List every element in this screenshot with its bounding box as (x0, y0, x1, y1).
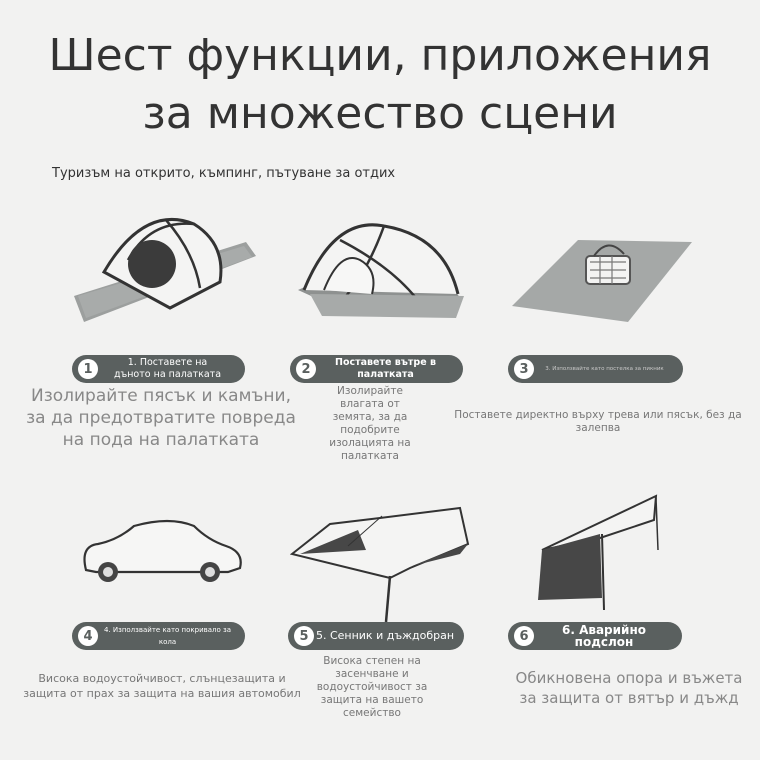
picnic-basket-icon (508, 236, 694, 326)
page-title-line2: за множество сцени (142, 88, 618, 139)
feature-4-label: 4. Използвайте като покривало за кола (103, 626, 232, 646)
feature-1-description: Изолирайте пясък и камъни, за да предотвратите повреда на пода на палатката (26, 386, 296, 450)
feature-2-label: Поставете вътре в палатката (335, 357, 436, 380)
feature-2-number: 2 (296, 359, 316, 379)
feature-3-description: Поставете директно върху трева или пясък, без да залепва (454, 409, 742, 434)
feature-4-pill (72, 622, 245, 650)
feature-1-number: 1 (78, 359, 98, 379)
feature-3-label: 3. Използвайте като постелка за пикник (545, 366, 664, 372)
feature-5-label: 5. Сенник и дъждобран (315, 629, 455, 642)
feature-2-description: Изолирайте влагата от земята, за да подобрите изолацията на палатката (329, 385, 411, 462)
feature-1-label: 1. Поставете на дъното на палатката (113, 357, 222, 380)
feature-2-pill (290, 355, 463, 383)
car-cover-icon (78, 518, 246, 590)
feature-3-number: 3 (514, 359, 534, 379)
shelter-icon (530, 494, 662, 612)
tent-on-mat-icon (70, 212, 260, 327)
canopy-icon (290, 506, 475, 626)
feature-6-number: 6 (514, 626, 534, 646)
feature-4-description: Висока водоустойчивост, слънцезащита и защита от прах за защита на вашия автомобил (23, 672, 301, 700)
tent-interior-icon (294, 220, 470, 330)
feature-1-pill (72, 355, 245, 383)
feature-3-pill (508, 355, 683, 383)
feature-5-number: 5 (294, 626, 314, 646)
page-title-line1: Шест функции, приложения (48, 30, 712, 81)
page-subtitle: Туризъм на открито, къмпинг, пътуване за отдих (52, 166, 396, 181)
feature-5-pill (288, 622, 464, 650)
feature-6-label: 6. Аварийно подслон (561, 623, 646, 649)
feature-5-description: Висока степен на засенчване и водоустойчивост за защита на вашето семейство (316, 655, 428, 719)
feature-6-description: Обикновена опора и въжета за защита от вятър и дъжд (515, 669, 743, 707)
feature-6-pill (508, 622, 682, 650)
feature-4-number: 4 (78, 626, 98, 646)
